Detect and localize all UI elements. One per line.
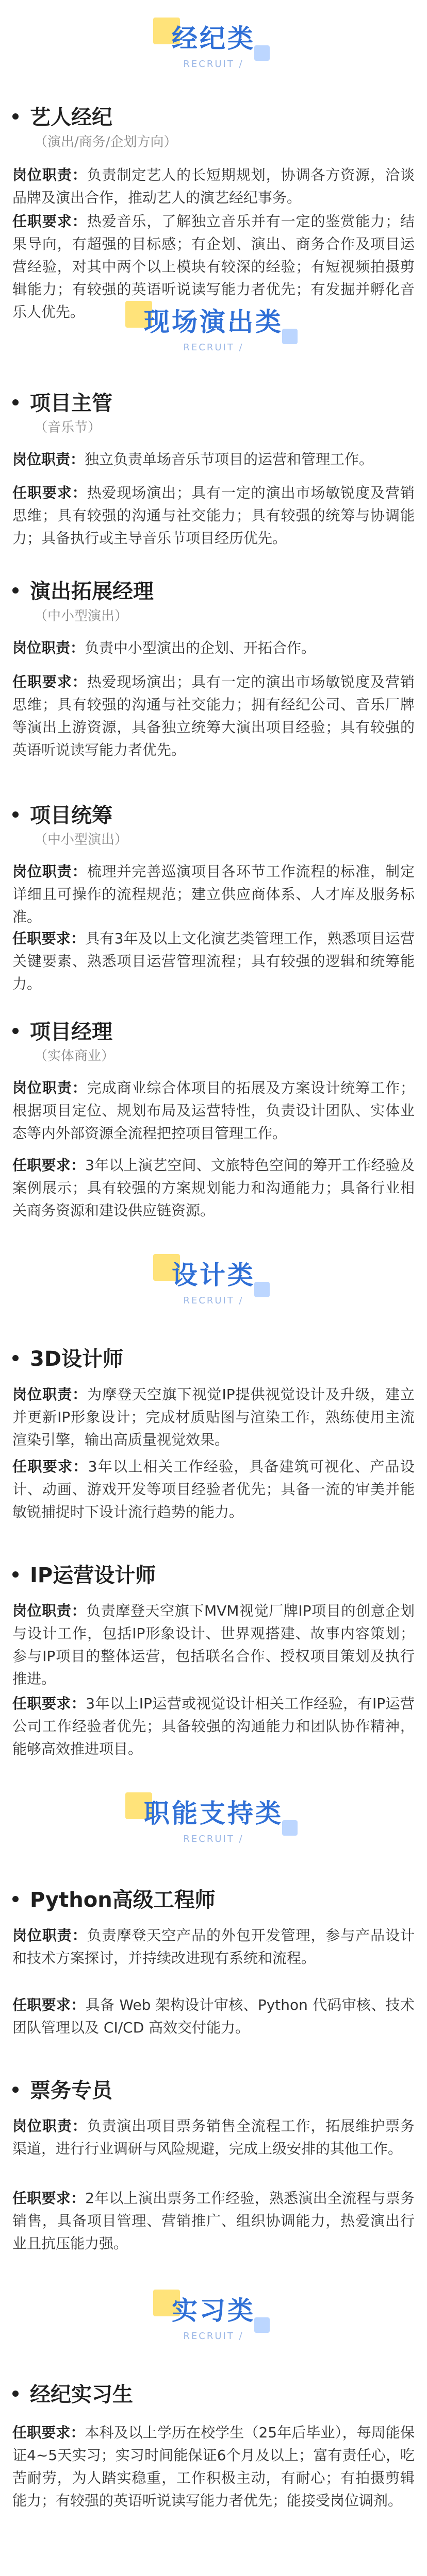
job-requirement: 任职要求：本科及以上学历在校学生（25年后毕业），每周能保证4~5天实习；实习时间能保证6个月及以上；富有责任心，吃苦耐劳，为人踏实稳重，工作积极主动，有耐心；有拍摄剪辑能力；有较强的英语听说读写能力者优先；能接受岗位调剂。: [12, 2424, 415, 2509]
job-requirement: 任职要求：3年以上演艺空间、文旅特色空间的筹开工作经验及案例展示；具有较强的方案规划能力和沟通能力；具备行业相关商务资源和建设供应链资源。: [12, 1157, 415, 1219]
section-header-live: [0, 289, 427, 381]
bullet-icon: [12, 1896, 19, 1902]
job-duty: 岗位职责：负责制定艺人的长短期规划，协调各方资源，洽谈品牌及演出合作，推动艺人的演艺经纪事务。: [12, 166, 415, 206]
job-title: 3D设计师: [12, 1345, 123, 1374]
section-subtitle: RECRUIT /: [183, 342, 244, 353]
bullet-icon: [12, 1028, 19, 1034]
job-subtitle: （演出/商务/企划方向）: [34, 134, 177, 150]
section-subtitle: RECRUIT /: [183, 59, 244, 70]
job-requirement: 任职要求：热爱音乐，了解独立音乐并有一定的鉴赏能力；结果导向，有超强的目标感；有企划、演出、商务合作及项目运营经验，对其中两个以上模块有较深的经验；有短视频拍摄剪辑能力；有较强的英语听说读写能力者优先；有发掘并孵化音乐人优先。: [12, 213, 415, 320]
job-requirement: 任职要求：2年以上演出票务工作经验，熟悉演出全流程与票务销售，具备项目管理、营销推广、组织协调能力，热爱演出行业且抗压能力强。: [12, 2190, 415, 2252]
bullet-icon: [12, 2087, 19, 2093]
bullet-icon: [12, 399, 19, 405]
job-title: 演出拓展经理: [12, 577, 154, 606]
section-header-intern: [0, 2277, 427, 2370]
section-subtitle: RECRUIT /: [183, 1834, 244, 1844]
bullet-icon: [12, 1571, 19, 1578]
job-duty: 岗位职责：负责摩登天空产品的外包开发管理，参与产品设计和技术方案探讨，并持续改进现有系统和流程。: [12, 1927, 415, 1967]
job-title: IP运营设计师: [12, 1561, 156, 1590]
job-title: 艺人经纪: [12, 103, 112, 132]
job-duty: 岗位职责：独立负责单场音乐节项目的运营和管理工作。: [12, 451, 374, 468]
bullet-icon: [12, 811, 19, 818]
section-subtitle: RECRUIT /: [183, 2331, 244, 2342]
job-subtitle: （中小型演出）: [34, 832, 128, 848]
job-requirement: 任职要求：具有3年及以上文化演艺类管理工作，熟悉项目运营关键要素、熟悉项目运营管理流程；具有较强的逻辑和统筹能力。: [12, 930, 415, 992]
job-duty: 岗位职责：负责中小型演出的企划、开拓合作。: [12, 639, 316, 656]
bullet-icon: [12, 2391, 19, 2397]
bullet-icon: [12, 587, 19, 594]
job-requirement: 任职要求：热爱现场演出；具有一定的演出市场敏锐度及营销思维；具有较强的沟通与社交能力；拥有经纪公司、音乐厂牌等演出上游资源，具备独立统筹大演出项目经验；具有较强的英语听说读写能力者优先。: [12, 673, 415, 758]
section-title: 实习类: [167, 2293, 260, 2329]
section-header-agency: [0, 5, 427, 98]
job-duty: 岗位职责：负责摩登天空旗下MVM视觉厂牌IP项目的创意企划与设计工作，包括IP形象设计、世界观搭建、故事内容策划；参与IP项目的整体运营，包括联名合作、授权项目策划及执行推进。: [12, 1602, 415, 1687]
job-title: 项目主管: [12, 389, 112, 418]
job-requirement: 任职要求：3年以上IP运营或视觉设计相关工作经验，有IP运营公司工作经验者优先；具备较强的沟通能力和团队协作精神，能够高效推进项目。: [12, 1695, 415, 1757]
job-subtitle: （实体商业）: [34, 1048, 115, 1064]
job-title: 票务专员: [12, 2076, 112, 2105]
job-title: 项目经理: [12, 1018, 112, 1046]
job-duty: 岗位职责：负责演出项目票务销售全流程工作，拓展维护票务渠道，进行行业调研与风险规避，完成上级安排的其他工作。: [12, 2117, 415, 2157]
job-duty: 岗位职责：完成商业综合体项目的拓展及方案设计统筹工作；根据项目定位、规划布局及运营特性，负责设计团队、实体业态等内外部资源全流程把控项目管理工作。: [12, 1079, 415, 1142]
section-title: 职能支持类: [139, 1795, 288, 1832]
job-subtitle: （中小型演出）: [34, 608, 128, 624]
job-duty: 岗位职责：为摩登天空旗下视觉IP提供视觉设计及升级，建立并更新IP形象设计；完成材质贴图与渲染工作，熟练使用主流渲染引擎，输出高质量视觉效果。: [12, 1386, 415, 1448]
job-duty: 岗位职责：梳理并完善巡演项目各环节工作流程的标准，制定详细且可操作的流程规范；建立供应商体系、人才库及服务标准。: [12, 863, 415, 925]
job-requirement: 任职要求：3年以上相关工作经验，具备建筑可视化、产品设计、动画、游戏开发等项目经验者优先；具备一流的审美并能敏锐捕捉时下设计流行趋势的能力。: [12, 1458, 415, 1520]
section-title: 现场演出类: [139, 304, 288, 340]
job-title: 经纪实习生: [12, 2380, 133, 2409]
section-header-design: [0, 1242, 427, 1334]
bullet-icon: [12, 113, 19, 120]
section-title: 设计类: [167, 1257, 260, 1293]
job-title: 项目统筹: [12, 801, 112, 830]
job-title: Python高级工程师: [12, 1886, 216, 1914]
job-subtitle: （音乐节）: [34, 420, 102, 435]
bullet-icon: [12, 1355, 19, 1361]
job-requirement: 任职要求：具备 Web 架构设计审核、Python 代码审核、技术团队管理以及 CI/CD 高效交付能力。: [12, 1996, 415, 2036]
job-requirement: 任职要求：热爱现场演出；具有一定的演出市场敏锐度及营销思维；具有较强的沟通与社交能力；具有较强的统筹与协调能力；具备执行或主导音乐节项目经历优先。: [12, 484, 415, 547]
section-header-support: [0, 1780, 427, 1873]
section-subtitle: RECRUIT /: [183, 1295, 244, 1306]
section-title: 经纪类: [167, 21, 260, 57]
